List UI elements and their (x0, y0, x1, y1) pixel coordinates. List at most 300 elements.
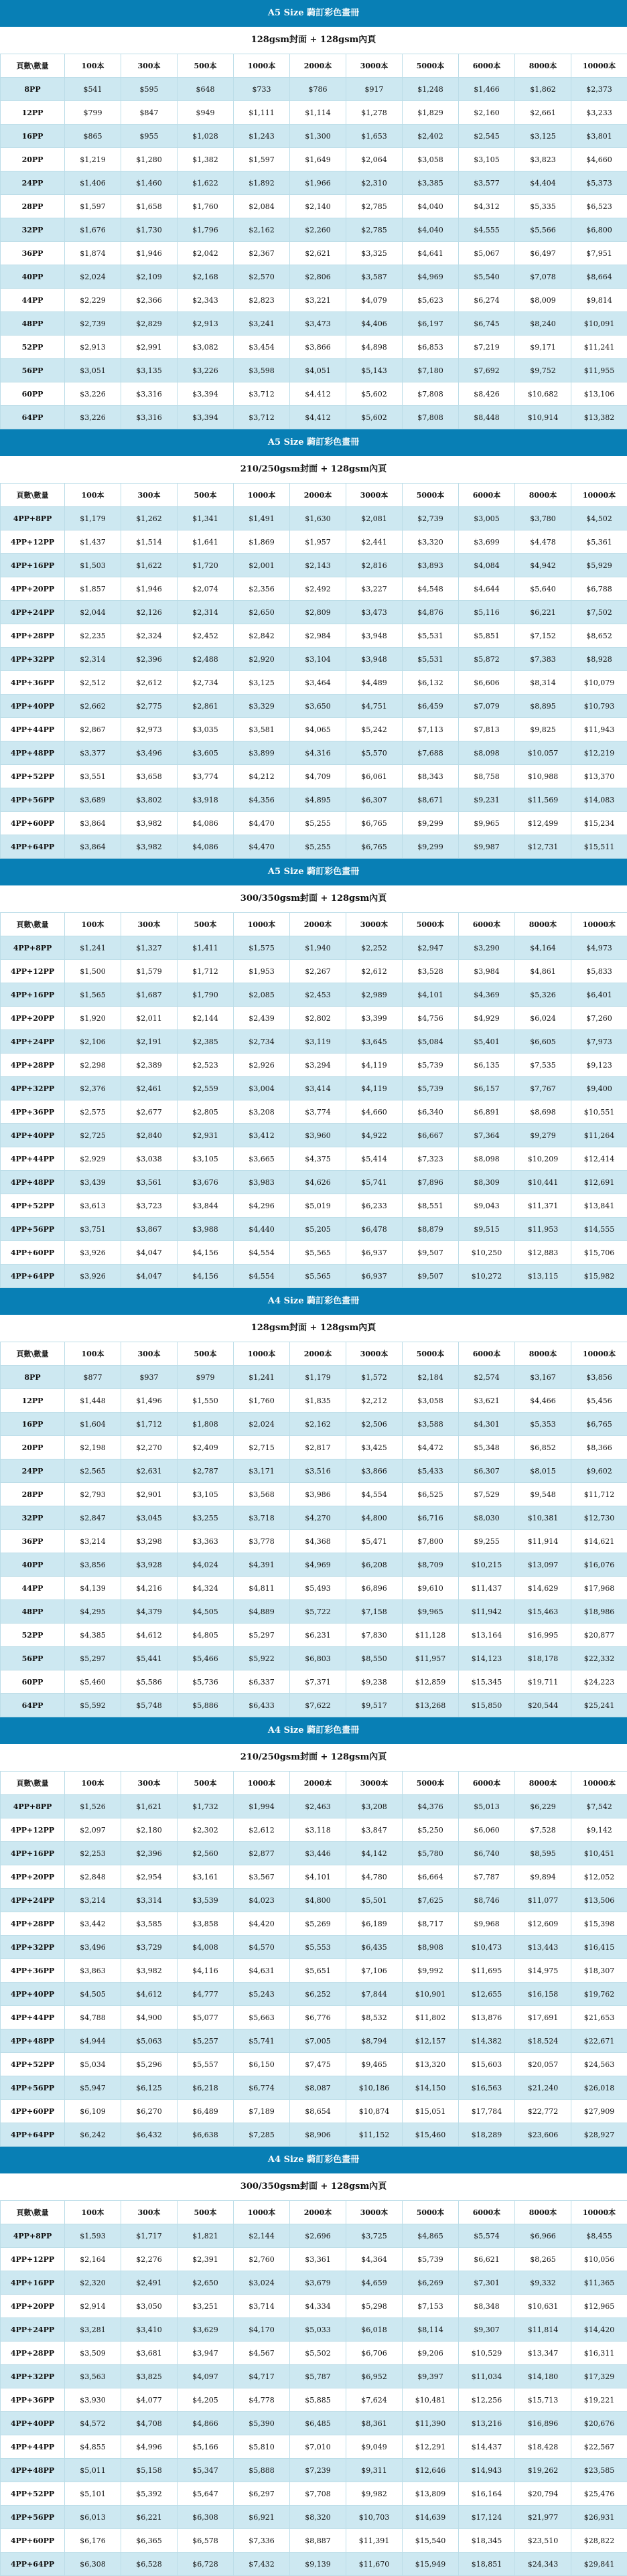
table-row (1, 2123, 627, 2147)
price-cell: $2,989 (346, 983, 403, 1007)
price-cell: $3,314 (121, 1889, 178, 1912)
table-row (1, 101, 627, 125)
price-cell: $21,653 (571, 2006, 627, 2029)
price-cell: $2,270 (121, 1436, 178, 1459)
price-cell: $799 (65, 101, 121, 125)
price-cell: $1,653 (346, 125, 403, 148)
price-cell: $5,433 (403, 1459, 459, 1483)
price-cell: $1,874 (65, 242, 121, 265)
price-cell: $3,893 (403, 554, 459, 577)
table-row (1, 1577, 627, 1600)
price-cell: $4,555 (459, 218, 515, 242)
page-count-label: 4PP+44PP (1, 2006, 65, 2029)
price-cell: $11,391 (346, 2529, 403, 2553)
price-cell: $4,119 (346, 1054, 403, 1077)
price-cell: $1,676 (65, 218, 121, 242)
price-cell: $11,371 (515, 1194, 571, 1218)
column-header: 8000本 (515, 1772, 571, 1795)
price-cell: $1,572 (346, 1366, 403, 1389)
price-cell: $3,613 (65, 1194, 121, 1218)
table-title: A4 Size 騎訂彩色畫冊 (0, 1717, 627, 1744)
price-cell: $3,496 (65, 1936, 121, 1959)
column-header: 5000本 (403, 54, 459, 78)
price-cell: $4,404 (515, 171, 571, 195)
price-cell: $27,909 (571, 2100, 627, 2123)
price-cell: $2,267 (290, 960, 346, 983)
price-cell: $4,865 (403, 2224, 459, 2248)
table-row (1, 312, 627, 336)
price-cell: $4,861 (515, 960, 571, 983)
column-header: 6000本 (459, 484, 515, 507)
page-count-label: 4PP+24PP (1, 601, 65, 624)
price-cell: $3,563 (65, 2365, 121, 2388)
price-cell: $3,778 (234, 1530, 290, 1553)
price-cell: $2,376 (65, 1077, 121, 1100)
table-row (1, 1936, 627, 1959)
price-cell: $3,605 (178, 741, 234, 765)
price-cell: $2,276 (121, 2248, 178, 2271)
page-count-label: 4PP+16PP (1, 554, 65, 577)
price-cell: $3,290 (459, 936, 515, 960)
price-cell: $3,425 (346, 1436, 403, 1459)
price-cell: $2,160 (459, 101, 515, 125)
price-cell: $3,221 (290, 289, 346, 312)
page-count-label: 4PP+36PP (1, 2388, 65, 2412)
page-count-label: 28PP (1, 1483, 65, 1506)
price-cell: $6,800 (571, 218, 627, 242)
price-cell: $3,316 (121, 406, 178, 429)
price-cell: $3,051 (65, 359, 121, 382)
price-cell: $2,396 (121, 1842, 178, 1865)
price-cell: $4,996 (121, 2435, 178, 2459)
column-header: 1000本 (234, 2201, 290, 2224)
price-cell: $6,435 (346, 1936, 403, 1959)
price-cell: $15,398 (571, 1912, 627, 1936)
price-cell: $1,892 (234, 171, 290, 195)
price-cell: $13,370 (571, 765, 627, 788)
price-cell: $2,385 (178, 1030, 234, 1054)
price-cell: $4,660 (571, 148, 627, 171)
price-cell: $3,699 (459, 530, 515, 554)
price-cell: $3,226 (178, 359, 234, 382)
column-header: 300本 (121, 1342, 178, 1366)
price-cell: $2,164 (65, 2248, 121, 2271)
price-cell: $3,863 (65, 1959, 121, 1983)
price-cell: $6,308 (178, 2506, 234, 2529)
page-count-label: 4PP+12PP (1, 960, 65, 983)
column-header: 3000本 (346, 2201, 403, 2224)
price-cell: $14,180 (515, 2365, 571, 2388)
price-cell: $4,751 (346, 695, 403, 718)
price-cell: $1,790 (178, 983, 234, 1007)
price-cell: $18,345 (459, 2529, 515, 2553)
table-row (1, 554, 627, 577)
column-header: 6000本 (459, 54, 515, 78)
price-cell: $2,320 (65, 2271, 121, 2295)
page-count-label: 8PP (1, 1366, 65, 1389)
price-cell: $3,983 (234, 1171, 290, 1194)
price-table-section (0, 1717, 627, 2147)
table-row (1, 983, 627, 1007)
price-cell: $5,361 (571, 530, 627, 554)
price-cell: $11,128 (403, 1624, 459, 1647)
price-cell: $10,631 (515, 2295, 571, 2318)
price-cell: $7,529 (459, 1483, 515, 1506)
table-row (1, 507, 627, 530)
price-cell: $6,765 (346, 835, 403, 859)
price-cell: $3,105 (178, 1483, 234, 1506)
page-count-label: 48PP (1, 1600, 65, 1624)
page-count-label: 16PP (1, 125, 65, 148)
price-cell: $2,861 (178, 695, 234, 718)
price-cell: $8,015 (515, 1459, 571, 1483)
page-count-label: 4PP+28PP (1, 624, 65, 648)
price-cell: $4,660 (346, 1100, 403, 1124)
price-cell: $3,325 (346, 242, 403, 265)
price-cell: $4,709 (290, 765, 346, 788)
price-cell: $24,563 (571, 2053, 627, 2076)
price-cell: $13,506 (571, 1889, 627, 1912)
price-cell: $3,058 (403, 1389, 459, 1413)
price-cell: $3,982 (121, 812, 178, 835)
price-cell: $2,575 (65, 1100, 121, 1124)
page-count-label: 60PP (1, 382, 65, 406)
table-row (1, 1694, 627, 1717)
price-cell: $18,428 (515, 2435, 571, 2459)
table-row (1, 2529, 627, 2553)
price-cell: $2,302 (178, 1818, 234, 1842)
price-cell: $2,806 (290, 265, 346, 289)
price-cell: $6,803 (290, 1647, 346, 1670)
price-cell: $4,164 (515, 936, 571, 960)
price-cell: $9,255 (459, 1530, 515, 1553)
price-cell: $4,489 (346, 671, 403, 695)
price-cell: $4,368 (290, 1530, 346, 1553)
page-count-label: 52PP (1, 336, 65, 359)
price-cell: $24,343 (515, 2553, 571, 2576)
price-cell: $2,867 (65, 718, 121, 741)
price-cell: $15,949 (403, 2553, 459, 2576)
price-cell: $7,260 (571, 1007, 627, 1030)
price-cell: $1,829 (403, 101, 459, 125)
price-cell: $3,104 (290, 648, 346, 671)
page-count-label: 4PP+52PP (1, 2482, 65, 2506)
price-cell: $8,652 (571, 624, 627, 648)
price-cell: $15,713 (515, 2388, 571, 2412)
price-cell: $5,250 (403, 1818, 459, 1842)
table-row (1, 2248, 627, 2271)
price-cell: $10,481 (403, 2388, 459, 2412)
price-cell: $17,124 (459, 2506, 515, 2529)
table-subtitle: 128gsm封面 + 128gsm內頁 (0, 1315, 627, 1342)
table-row (1, 1530, 627, 1553)
price-cell: $9,982 (346, 2482, 403, 2506)
page-count-label: 64PP (1, 406, 65, 429)
price-cell: $4,922 (346, 1124, 403, 1147)
price-cell: $3,723 (121, 1194, 178, 1218)
price-cell: $8,240 (515, 312, 571, 336)
table-header-row (1, 54, 627, 78)
price-cell: $6,307 (459, 1459, 515, 1483)
page-count-label: 44PP (1, 289, 65, 312)
column-header: 6000本 (459, 1342, 515, 1366)
price-cell: $9,279 (515, 1124, 571, 1147)
table-row (1, 1553, 627, 1577)
price-cell: $3,082 (178, 336, 234, 359)
price-cell: $3,866 (290, 336, 346, 359)
price-cell: $3,473 (346, 601, 403, 624)
price-cell: $7,005 (290, 2029, 346, 2053)
price-cell: $5,257 (178, 2029, 234, 2053)
column-header: 2000本 (290, 1772, 346, 1795)
page-count-label: 4PP+12PP (1, 2248, 65, 2271)
price-cell: $3,119 (290, 1030, 346, 1054)
page-count-label: 36PP (1, 1530, 65, 1553)
price-cell: $1,262 (121, 507, 178, 530)
price-cell: $2,085 (234, 983, 290, 1007)
column-header: 5000本 (403, 1772, 459, 1795)
price-cell: $4,065 (290, 718, 346, 741)
table-row (1, 2412, 627, 2435)
price-cell: $5,471 (346, 1530, 403, 1553)
price-cell: $1,760 (234, 1389, 290, 1413)
price-cell: $5,565 (290, 1265, 346, 1288)
page-count-label: 4PP+36PP (1, 1959, 65, 1983)
price-cell: $3,930 (65, 2388, 121, 2412)
price-cell: $5,297 (234, 1624, 290, 1647)
price-cell: $6,664 (403, 1865, 459, 1889)
price-cell: $3,718 (234, 1506, 290, 1530)
price-cell: $2,439 (234, 1007, 290, 1030)
table-row (1, 218, 627, 242)
price-cell: $4,047 (121, 1241, 178, 1265)
price-cell: $2,574 (459, 1366, 515, 1389)
price-cell: $1,550 (178, 1389, 234, 1413)
price-cell: $2,984 (290, 624, 346, 648)
price-cell: $1,658 (121, 195, 178, 218)
price-cell: $7,688 (403, 741, 459, 765)
price-cell: $2,650 (234, 601, 290, 624)
price-cell: $4,505 (65, 1983, 121, 2006)
price-table (0, 1342, 627, 1717)
price-cell: $3,729 (121, 1936, 178, 1959)
column-header: 100本 (65, 913, 121, 936)
price-cell: $5,392 (121, 2482, 178, 2506)
price-cell: $2,044 (65, 601, 121, 624)
price-cell: $2,816 (346, 554, 403, 577)
price-cell: $1,514 (121, 530, 178, 554)
price-cell: $13,347 (515, 2342, 571, 2365)
table-row (1, 1624, 627, 1647)
price-table (0, 54, 627, 429)
price-cell: $4,084 (459, 554, 515, 577)
price-cell: $20,676 (571, 2412, 627, 2435)
price-cell: $11,034 (459, 2365, 515, 2388)
price-cell: $3,412 (234, 1124, 290, 1147)
price-cell: $4,312 (459, 195, 515, 218)
table-row (1, 1865, 627, 1889)
price-cell: $5,205 (290, 1218, 346, 1241)
column-header: 100本 (65, 54, 121, 78)
table-row (1, 671, 627, 695)
price-table (0, 483, 627, 859)
price-cell: $3,581 (234, 718, 290, 741)
price-cell: $3,377 (65, 741, 121, 765)
price-cell: $4,969 (290, 1553, 346, 1577)
price-cell: $2,926 (234, 1054, 290, 1077)
price-cell: $4,412 (290, 382, 346, 406)
column-header: 500本 (178, 1772, 234, 1795)
price-cell: $877 (65, 1366, 121, 1389)
price-cell: $10,057 (515, 741, 571, 765)
price-cell: $1,821 (178, 2224, 234, 2248)
price-cell: $4,626 (290, 1171, 346, 1194)
price-cell: $9,968 (459, 1912, 515, 1936)
price-cell: $8,551 (403, 1194, 459, 1218)
column-header: 6000本 (459, 913, 515, 936)
price-cell: $2,612 (234, 1818, 290, 1842)
price-cell: $8,794 (346, 2029, 403, 2053)
price-cell: $5,414 (346, 1147, 403, 1171)
table-row (1, 336, 627, 359)
price-cell: $5,158 (121, 2459, 178, 2482)
column-header: 500本 (178, 1342, 234, 1366)
price-cell: $9,825 (515, 718, 571, 741)
price-cell: $3,320 (403, 530, 459, 554)
price-cell: $2,787 (178, 1459, 234, 1483)
page-count-label: 4PP+32PP (1, 2365, 65, 2388)
column-header: 頁數\數量 (1, 913, 65, 936)
price-cell: $19,221 (571, 2388, 627, 2412)
price-cell: $1,241 (234, 1366, 290, 1389)
price-cell: $4,472 (403, 1436, 459, 1459)
price-cell: $7,813 (459, 718, 515, 741)
column-header: 頁數\數量 (1, 2201, 65, 2224)
price-cell: $3,105 (178, 1147, 234, 1171)
price-cell: $2,011 (121, 1007, 178, 1030)
table-row (1, 1241, 627, 1265)
price-cell: $7,535 (515, 1054, 571, 1077)
price-cell: $3,551 (65, 765, 121, 788)
price-cell: $6,221 (121, 2506, 178, 2529)
price-cell: $2,931 (178, 1124, 234, 1147)
price-cell: $7,767 (515, 1077, 571, 1100)
price-cell: $2,488 (178, 648, 234, 671)
table-row (1, 1077, 627, 1100)
price-cell: $3,774 (290, 1100, 346, 1124)
price-cell: $2,492 (290, 577, 346, 601)
column-header: 300本 (121, 484, 178, 507)
price-cell: $3,650 (290, 695, 346, 718)
page-count-label: 4PP+8PP (1, 936, 65, 960)
price-cell: $6,523 (571, 195, 627, 218)
price-cell: $2,081 (346, 507, 403, 530)
price-cell: $2,402 (403, 125, 459, 148)
page-count-label: 40PP (1, 265, 65, 289)
price-cell: $7,158 (346, 1600, 403, 1624)
page-count-label: 4PP+16PP (1, 2271, 65, 2295)
price-cell: $3,948 (346, 648, 403, 671)
price-cell: $6,706 (346, 2342, 403, 2365)
price-cell: $14,420 (571, 2318, 627, 2342)
price-cell: $12,291 (403, 2435, 459, 2459)
page-count-label: 4PP+64PP (1, 835, 65, 859)
price-cell: $8,879 (403, 1218, 459, 1241)
price-cell: $3,802 (121, 788, 178, 812)
price-cell: $6,745 (459, 312, 515, 336)
price-cell: $9,400 (571, 1077, 627, 1100)
price-cell: $15,540 (403, 2529, 459, 2553)
price-cell: $3,568 (234, 1483, 290, 1506)
price-cell: $2,677 (121, 1100, 178, 1124)
price-cell: $2,545 (459, 125, 515, 148)
price-cell: $3,414 (290, 1077, 346, 1100)
price-cell: $2,565 (65, 1459, 121, 1483)
price-cell: $7,830 (346, 1624, 403, 1647)
price-cell: $3,410 (121, 2318, 178, 2342)
price-cell: $1,028 (178, 125, 234, 148)
price-cell: $3,823 (515, 148, 571, 171)
page-count-label: 4PP+40PP (1, 1124, 65, 1147)
price-cell: $6,308 (65, 2553, 121, 2576)
price-cell: $20,794 (515, 2482, 571, 2506)
price-cell: $7,808 (403, 406, 459, 429)
column-header: 2000本 (290, 54, 346, 78)
price-cell: $4,295 (65, 1600, 121, 1624)
price-cell: $4,470 (234, 812, 290, 835)
table-row (1, 265, 627, 289)
price-cell: $10,056 (571, 2248, 627, 2271)
price-cell: $5,493 (290, 1577, 346, 1600)
price-cell: $4,024 (178, 1553, 234, 1577)
price-cell: $3,394 (178, 382, 234, 406)
table-row (1, 1366, 627, 1389)
page-count-label: 4PP+16PP (1, 1842, 65, 1865)
price-cell: $5,501 (346, 1889, 403, 1912)
column-header: 5000本 (403, 913, 459, 936)
price-cell: $7,336 (234, 2529, 290, 2553)
price-cell: $4,800 (346, 1506, 403, 1530)
price-cell: $6,109 (65, 2100, 121, 2123)
page-count-label: 4PP+56PP (1, 788, 65, 812)
price-cell: $3,294 (290, 1054, 346, 1077)
price-cell: $4,708 (121, 2412, 178, 2435)
price-cell: $541 (65, 78, 121, 101)
price-cell: $6,252 (290, 1983, 346, 2006)
table-row (1, 289, 627, 312)
price-cell: $4,440 (234, 1218, 290, 1241)
price-cell: $22,332 (571, 1647, 627, 1670)
page-count-label: 48PP (1, 312, 65, 336)
price-cell: $5,739 (403, 1077, 459, 1100)
table-header-row (1, 2201, 627, 2224)
price-cell: $8,709 (403, 1553, 459, 1577)
price-cell: $2,461 (121, 1077, 178, 1100)
price-cell: $11,914 (515, 1530, 571, 1553)
price-cell: $4,572 (65, 2412, 121, 2435)
price-cell: $2,847 (65, 1506, 121, 1530)
price-cell: $5,101 (65, 2482, 121, 2506)
price-cell: $6,269 (403, 2271, 459, 2295)
price-cell: $4,376 (403, 1795, 459, 1818)
price-cell: $3,516 (290, 1459, 346, 1483)
price-cell: $2,373 (571, 78, 627, 101)
price-cell: $9,206 (403, 2342, 459, 2365)
price-cell: $3,050 (121, 2295, 178, 2318)
price-cell: $733 (234, 78, 290, 101)
price-table-section (0, 1288, 627, 1717)
price-cell: $7,542 (571, 1795, 627, 1818)
